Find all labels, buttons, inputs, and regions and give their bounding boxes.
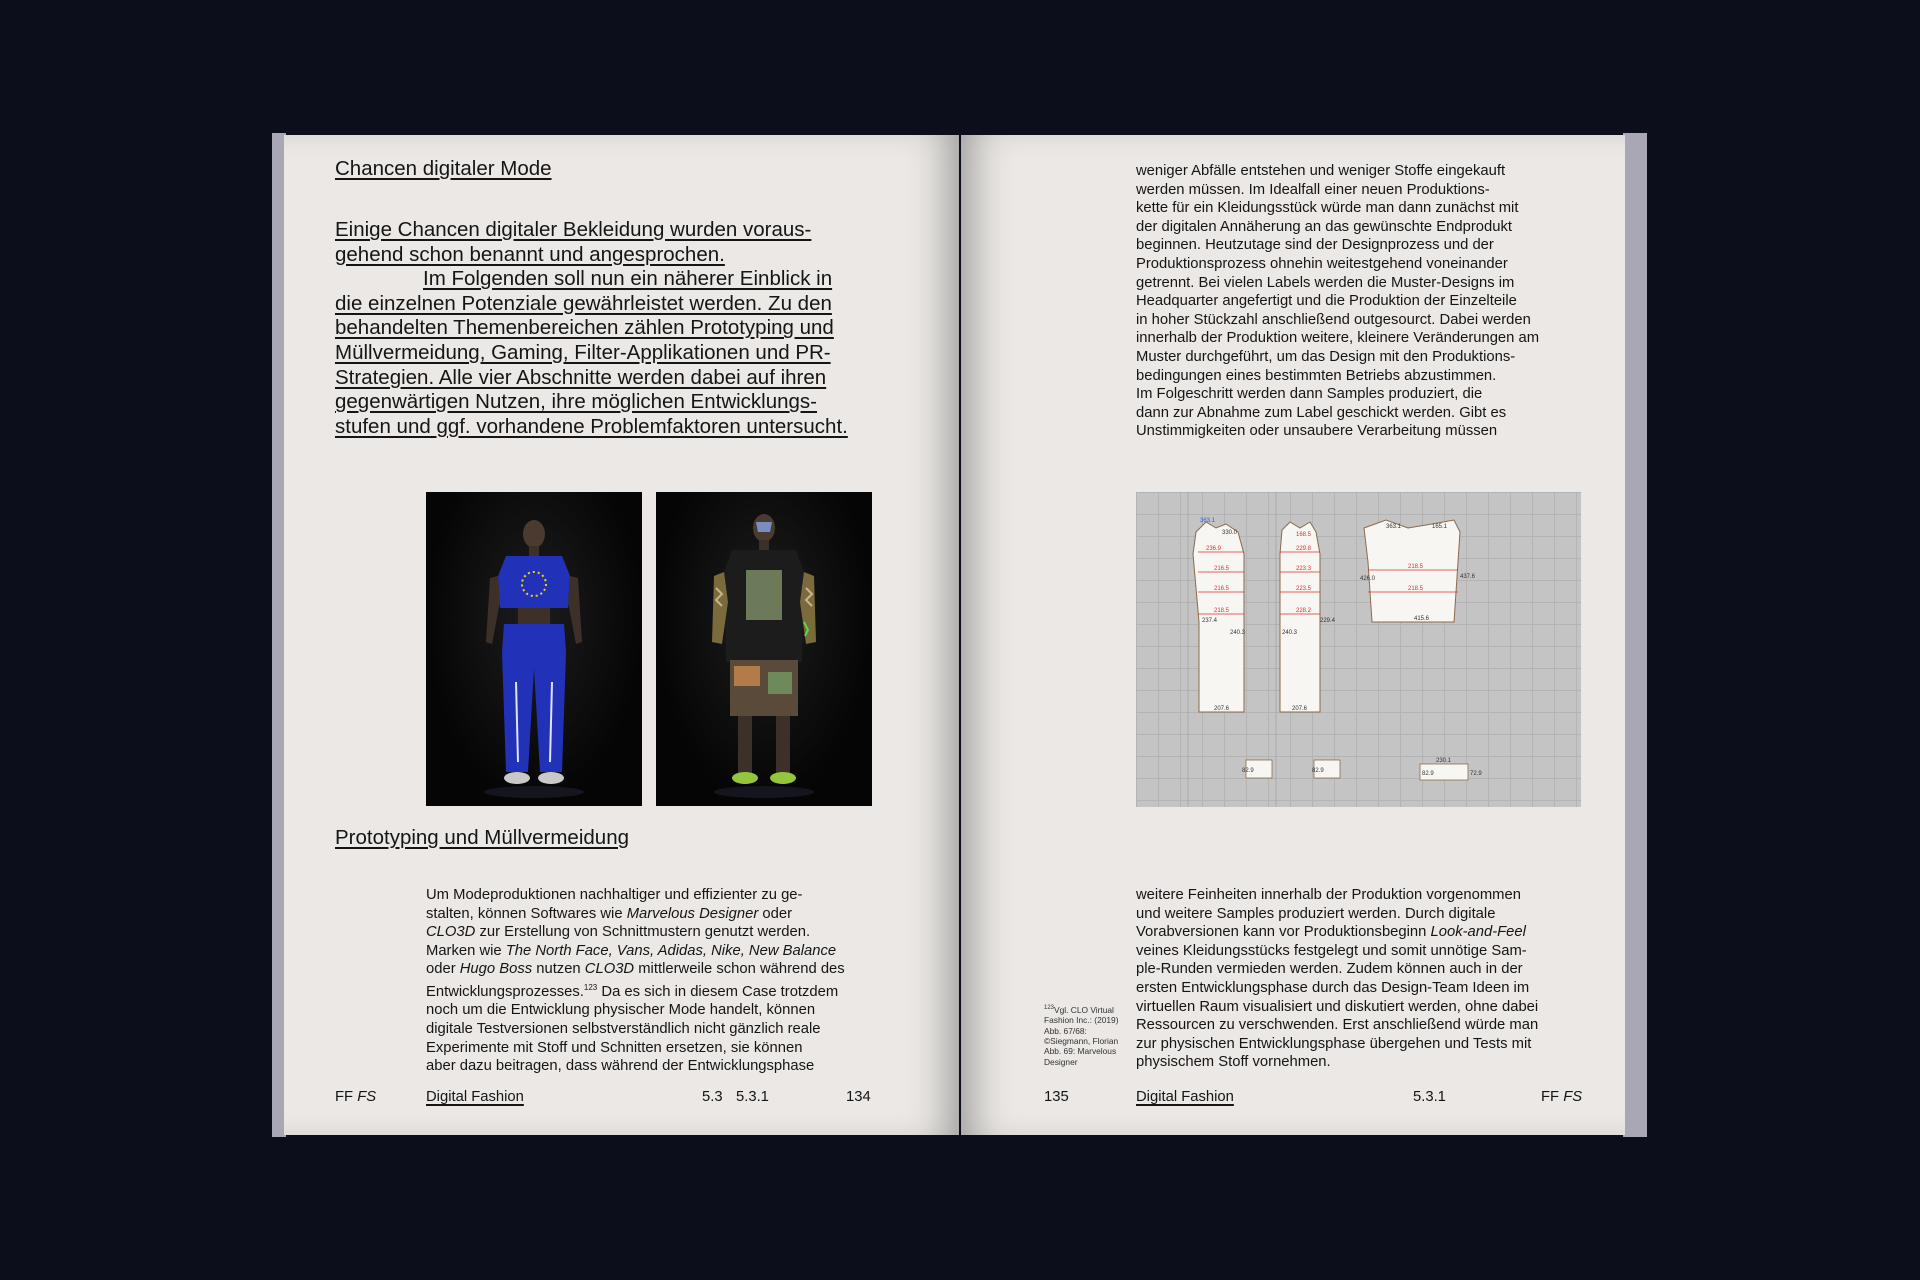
pattern-label: 228.2: [1296, 608, 1312, 614]
body-text-left: [426, 886, 886, 1076]
book-edge-right: [1623, 133, 1647, 1137]
intro-line: die einzelnen Potenziale gewährleistet werden. Zu den: [335, 291, 832, 315]
body-line: virtuellen Raum visualisiert und diskutiert werden, ohne dabei: [1136, 998, 1539, 1015]
body-line: Produktionsprozess ohnehin weitestgehend voneinander: [1136, 255, 1508, 272]
body-line: dann zur Abnahme zum Label geschickt werden. Gibt es: [1136, 404, 1507, 421]
pattern-label: 426.0: [1360, 576, 1376, 582]
pattern-label: 363.1: [1386, 524, 1402, 530]
body-line: beginnen. Heutzutage sind der Designprozess und der: [1136, 237, 1494, 254]
body-line: physischem Stoff vornehmen.: [1136, 1054, 1331, 1071]
pattern-label: 223.5: [1296, 586, 1312, 592]
body-line: oder: [426, 961, 460, 978]
intro-line: Müllvermeidung, Gaming, Filter-Applikationen und PR-: [335, 340, 831, 364]
body-line: stalten, können Softwares wie: [426, 905, 627, 922]
body-line: getrennt. Bei vielen Labels werden die Muster-Designs im: [1136, 274, 1515, 291]
footnote-line: Abb. 69: Marvelous: [1044, 1046, 1117, 1057]
pattern-label: 168.5: [1296, 532, 1312, 538]
pattern-label: 437.6: [1460, 574, 1476, 580]
body-line: nutzen: [532, 961, 585, 978]
pattern-label: 240.3: [1230, 630, 1246, 636]
pattern-label: 240.3: [1282, 630, 1298, 636]
intro-line: Strategien. Alle vier Abschnitte werden dabei auf ihren: [335, 365, 827, 389]
footnote-line: ©Siegmann, Florian: [1044, 1036, 1119, 1047]
pattern-label: 415.6: [1414, 616, 1430, 622]
body-line: bedingungen eines bestimmten Betriebs abzustimmen.: [1136, 367, 1497, 384]
footnote-ref: 123: [583, 982, 598, 992]
body-italic: Hugo Boss: [459, 961, 533, 978]
footer-subsection-left: 5.3.1: [736, 1089, 769, 1105]
body-line: Da es sich in diesem Case trotzdem: [597, 983, 839, 1000]
body-line: Muster durchgeführt, um das Design mit den Produktions-: [1136, 348, 1516, 365]
pattern-label: 237.4: [1202, 618, 1218, 624]
avatar-photo-blue-outfit: [426, 492, 642, 806]
body-line: Vorabversionen kann vor Produktionsbeginn: [1136, 924, 1431, 941]
body-italic: The North Face, Vans, Adidas, Nike, New Balance: [505, 942, 837, 959]
body-line: weitere Feinheiten innerhalb der Produktion vorgenommen: [1136, 887, 1521, 903]
body-line: Entwicklungsprozesses.: [426, 983, 584, 1000]
body-line: oder: [758, 905, 793, 922]
footer-title-right: Digital Fashion: [1136, 1089, 1234, 1105]
body-italic: Look-and-Feel: [1430, 924, 1526, 941]
body-line: mittlerweile schon während des: [634, 961, 845, 978]
body-line: zur Erstellung von Schnittmustern genutzt werden.: [475, 924, 811, 941]
intro-line: Im Folgenden soll nun ein näherer Einblick in: [423, 267, 833, 291]
body-line: und weitere Samples produziert werden. Durch digitale: [1136, 905, 1496, 922]
avatar-figure-blue: [426, 492, 642, 806]
pattern-screenshot: [1136, 492, 1581, 807]
pattern-label: 207.6: [1214, 706, 1230, 712]
body-line: Um Modeproduktionen nachhaltiger und effizienter zu ge-: [426, 887, 803, 903]
brand-ff: FF: [1541, 1089, 1560, 1105]
intro-line: gegenwärtigen Nutzen, ihre möglichen Entwicklungs-: [335, 390, 818, 414]
body-italic: Marvelous Designer: [626, 905, 759, 922]
body-line: innerhalb der Produktion weitere, kleinere Veränderungen am: [1136, 330, 1540, 347]
pattern-label: 82.9: [1312, 768, 1324, 774]
footnote-line: Fashion Inc.: (2019): [1044, 1015, 1119, 1026]
intro-line: behandelten Themenbereichen zählen Prototyping und: [335, 316, 834, 340]
pattern-label: 229.4: [1320, 618, 1336, 624]
page-number-right: 135: [1044, 1089, 1069, 1105]
footer-section-left: 5.3: [702, 1089, 723, 1105]
brand-fs: FS: [1563, 1089, 1583, 1105]
body-line: Marken wie: [426, 942, 506, 959]
pattern-label: 216.5: [1214, 586, 1230, 592]
footnote-line: Vgl. CLO Virtual: [1054, 1004, 1114, 1015]
intro-line: gehend schon benannt und angesprochen.: [335, 242, 725, 266]
body-line: noch um die Entwicklung physischer Mode handelt, können: [426, 1002, 816, 1019]
pattern-label: 218.5: [1408, 564, 1424, 570]
subheading-prototyping: Prototyping und Müllvermeidung: [335, 826, 629, 849]
body-text-right-top: [1136, 162, 1596, 441]
body-line: ple-Runden vermieden werden. Zudem können auch in der: [1136, 961, 1523, 978]
body-line: aber dazu beitragen, dass während der Entwicklungsphase: [426, 1058, 815, 1075]
body-italic: CLO3D: [426, 924, 476, 941]
body-line: digitale Testversionen selbstverständlich nicht gänzlich reale: [426, 1021, 821, 1038]
pattern-label: 229.8: [1296, 546, 1312, 552]
pattern-label: 363.1: [1200, 518, 1216, 524]
pattern-label: 82.9: [1242, 768, 1254, 774]
body-line: weniger Abfälle entstehen und weniger Stoffe eingekauft: [1136, 163, 1506, 179]
avatar-photo-patterned-outfit: [656, 492, 872, 806]
footer-title-left: Digital Fashion: [426, 1089, 524, 1105]
body-line: Experimente mit Stoff und Schnitten ersetzen, sie können: [426, 1039, 803, 1056]
footer-subsection-right: 5.3.1: [1413, 1089, 1446, 1105]
footnote-line: Designer: [1044, 1056, 1078, 1067]
pattern-label: 82.9: [1422, 771, 1434, 777]
pattern-label: 236.9: [1206, 546, 1222, 552]
pattern-label: 330.0: [1222, 530, 1238, 536]
intro-text: [335, 218, 905, 439]
footer-brand-left: [335, 1088, 376, 1106]
brand-ff: FF: [335, 1089, 354, 1105]
body-line: der digitalen Annäherung an das gewünschte Endprodukt: [1136, 218, 1512, 235]
body-line: kette für ein Kleidungsstück würde man dann zunächst mit: [1136, 200, 1519, 217]
pattern-label: 216.5: [1214, 566, 1230, 572]
body-line: Ressourcen zu verschwenden. Erst anschließend würde man: [1136, 1017, 1539, 1034]
pattern-label: 165.1: [1432, 524, 1448, 530]
body-line: veines Kleidungsstücks festgelegt und somit unnötige Sam-: [1136, 942, 1527, 959]
brand-fs: FS: [357, 1089, 377, 1105]
section-heading: Chancen digitaler Mode: [335, 157, 552, 180]
body-line: ersten Entwicklungsphase durch das Design-Team Ideen im: [1136, 979, 1530, 996]
pattern-label: 207.6: [1292, 706, 1308, 712]
pattern-label: 218.5: [1408, 586, 1424, 592]
footnote-marker: 123: [1044, 1005, 1055, 1011]
pattern-label: 223.3: [1296, 566, 1312, 572]
pattern-label: 218.5: [1214, 608, 1230, 614]
pattern-pieces: [1136, 492, 1581, 807]
body-line: in hoher Stückzahl anschließend outgesourct. Dabei werden: [1136, 311, 1531, 328]
footer-brand-right: [1541, 1088, 1582, 1106]
pattern-label: 72.9: [1470, 771, 1482, 777]
avatar-figure-patterned: [656, 492, 872, 806]
body-italic: CLO3D: [584, 961, 635, 978]
body-line: zur physischen Entwicklungsphase übergehen und Tests mit: [1136, 1035, 1532, 1052]
body-line: werden müssen. Im Idealfall einer neuen Produktions-: [1136, 181, 1490, 198]
page-number-left: 134: [846, 1089, 871, 1105]
body-line: Headquarter angefertigt und die Produktion der Einzelteile: [1136, 293, 1517, 310]
footnote-line: Abb. 67/68:: [1044, 1025, 1087, 1036]
footnote: [1044, 1003, 1124, 1067]
body-line: Im Folgeschritt werden dann Samples produziert, die: [1136, 386, 1483, 403]
pattern-label: 230.1: [1436, 758, 1452, 764]
body-text-right-bottom: [1136, 886, 1596, 1072]
body-line: Unstimmigkeiten oder unsaubere Verarbeitung müssen: [1136, 423, 1498, 440]
intro-line: stufen und ggf. vorhandene Problemfaktoren untersucht.: [335, 414, 848, 438]
intro-line: Einige Chancen digitaler Bekleidung wurden voraus-: [335, 218, 812, 241]
